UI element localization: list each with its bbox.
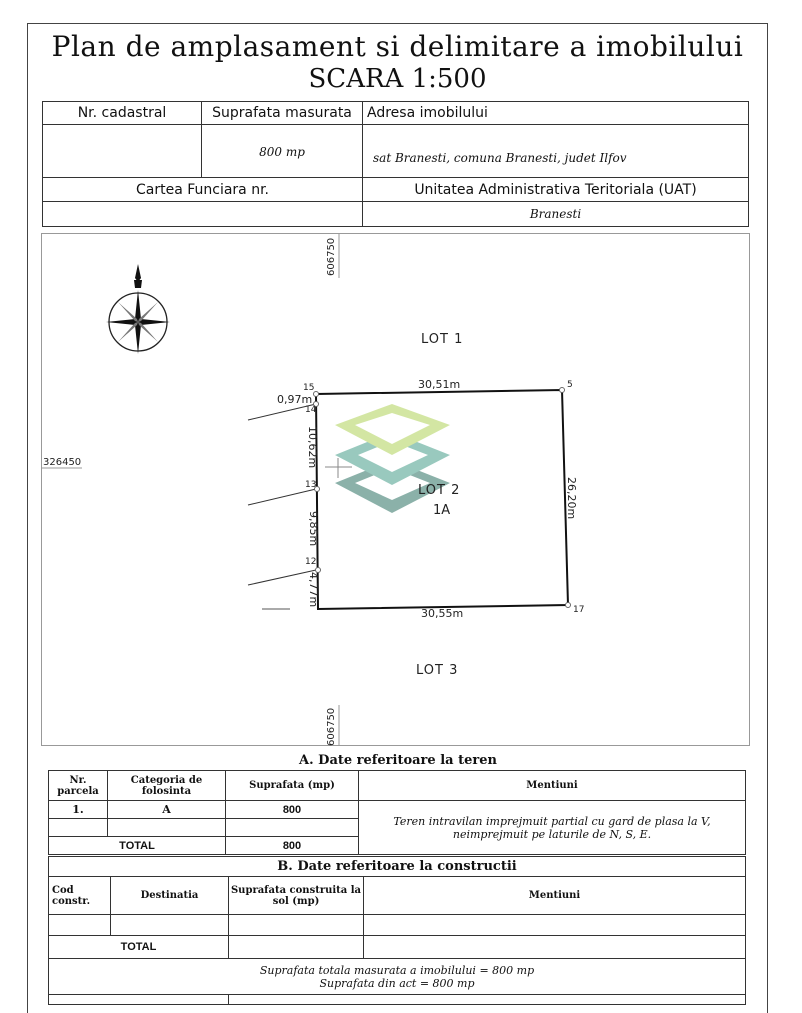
mentiuni-line1: Teren intravilan imprejmuit partial cu gard de plasa la V,	[393, 814, 711, 828]
row2-suprafata	[226, 819, 359, 837]
total-label: TOTAL	[49, 837, 226, 855]
row2-nr	[49, 819, 108, 837]
dim-bottom: 30,55m	[421, 607, 464, 620]
total-value-b	[229, 936, 364, 959]
col-suprafata-construita: Suprafata construita la sol (mp)	[229, 877, 364, 915]
coord-left: 326450	[43, 457, 82, 468]
compass-icon	[106, 264, 170, 354]
carte-funciara-label: Cartea Funciara nr.	[43, 178, 363, 202]
summary-line2: Suprafata din act = 800 mp	[319, 976, 475, 990]
page-title: Plan de amplasament si delimitare a imobilului	[51, 30, 744, 63]
point-5: 5	[567, 380, 573, 390]
lot1-label: LOT 1	[421, 332, 464, 347]
dim-top: 30,51m	[418, 378, 461, 391]
point-14: 14	[305, 405, 317, 415]
lot3-label: LOT 3	[416, 663, 459, 678]
scale-label: SCARA 1:500	[308, 64, 487, 94]
mentiuni-cell	[359, 801, 746, 855]
col-cod: Cod constr.	[49, 877, 111, 915]
uat-value: Branesti	[363, 202, 749, 227]
row1-categoria: A	[108, 801, 226, 819]
total-label-b: TOTAL	[49, 936, 229, 959]
section-b-table	[48, 856, 746, 1005]
point-15: 15	[303, 383, 315, 393]
adresa-value: sat Branesti, comuna Branesti, judet Ilfov	[363, 125, 749, 178]
dim-left-b: 10,62m	[306, 426, 319, 469]
col-mentiuni-b: Mentiuni	[364, 877, 746, 915]
col-destinatia: Destinatia	[111, 877, 229, 915]
col-nr-cadastral: Nr. cadastral	[43, 102, 202, 125]
section-b-title: B. Date referitoare la constructii	[49, 857, 746, 877]
total-value: 800	[226, 837, 359, 855]
row1-nr: 1.	[49, 801, 108, 819]
dim-left-d: 4,77m	[307, 572, 320, 608]
point-12: 12	[305, 557, 317, 567]
col-nr-parcela: Nr. parcela	[49, 771, 108, 801]
col-adresa: Adresa imobilului	[363, 102, 749, 125]
section-a-title: A. Date referitoare la teren	[299, 753, 497, 768]
col-suprafata: Suprafata (mp)	[226, 771, 359, 801]
dim-left-a: 0,97m	[277, 393, 313, 406]
lot2-label: LOT 2	[418, 483, 461, 498]
summary-cell	[49, 959, 746, 995]
uat-label: Unitatea Administrativa Teritoriala (UAT)	[363, 178, 749, 202]
row1-suprafata: 800	[226, 801, 359, 819]
coord-top: 606750	[326, 237, 337, 276]
mentiuni-line2: neimprejmuit pe laturile de N, S, E.	[452, 827, 652, 841]
suprafata-value: 800 mp	[202, 125, 363, 178]
col-mentiuni: Mentiuni	[359, 771, 746, 801]
row2-categoria	[108, 819, 226, 837]
col-suprafata: Suprafata masurata	[202, 102, 363, 125]
point-13: 13	[305, 480, 317, 490]
dim-left-c: 9,85m	[307, 511, 320, 547]
section-a-table	[48, 770, 746, 855]
lot2-sub-label: 1A	[433, 503, 451, 518]
col-categoria: Categoria de folosinta	[108, 771, 226, 801]
point-17: 17	[573, 605, 585, 615]
dim-right: 26,20m	[565, 477, 578, 520]
summary-line1: Suprafata totala masurata a imobilului = 800 mp	[259, 963, 535, 977]
coord-bottom: 606750	[326, 707, 337, 746]
